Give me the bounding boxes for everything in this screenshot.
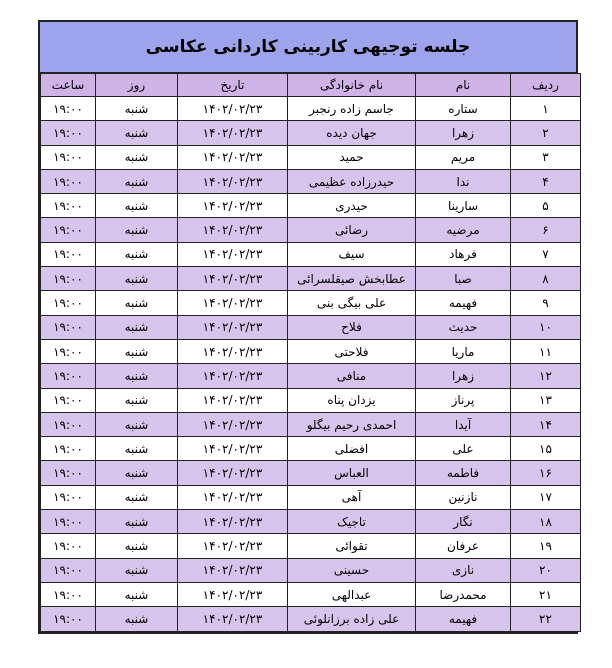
date-cell: ۱۴۰۲/۰۲/۲۳: [178, 145, 288, 169]
time-cell: ۱۹:۰۰: [41, 607, 96, 631]
table-row: [41, 534, 581, 558]
table-row: [41, 218, 581, 242]
day-cell: شنبه: [96, 218, 178, 242]
time-cell: ۱۹:۰۰: [41, 291, 96, 315]
row-number-cell: ۱: [511, 97, 581, 121]
date-cell: ۱۴۰۲/۰۲/۲۳: [178, 315, 288, 339]
table-row: [41, 315, 581, 339]
table-row: [41, 607, 581, 631]
column-header-row-number: ردیف: [511, 74, 581, 97]
row-number-cell: ۱۶: [511, 461, 581, 485]
row-number-cell: ۳: [511, 145, 581, 169]
day-cell: شنبه: [96, 145, 178, 169]
last-name-cell: عطابخش صیقلسرائی: [288, 267, 416, 291]
first-name-cell: پرناز: [416, 388, 511, 412]
last-name-cell: فلاحتی: [288, 339, 416, 363]
date-cell: ۱۴۰۲/۰۲/۲۳: [178, 534, 288, 558]
table-row: [41, 145, 581, 169]
table-row: [41, 242, 581, 266]
first-name-cell: حدیث: [416, 315, 511, 339]
row-number-cell: ۲: [511, 121, 581, 145]
first-name-cell: ندا: [416, 169, 511, 193]
time-cell: ۱۹:۰۰: [41, 534, 96, 558]
row-number-cell: ۲۱: [511, 582, 581, 606]
row-number-cell: ۱۷: [511, 485, 581, 509]
row-number-cell: ۱۰: [511, 315, 581, 339]
last-name-cell: حسینی: [288, 558, 416, 582]
date-cell: ۱۴۰۲/۰۲/۲۳: [178, 339, 288, 363]
date-cell: ۱۴۰۲/۰۲/۲۳: [178, 194, 288, 218]
first-name-cell: زهرا: [416, 364, 511, 388]
table-row: [41, 169, 581, 193]
date-cell: ۱۴۰۲/۰۲/۲۳: [178, 267, 288, 291]
day-cell: شنبه: [96, 534, 178, 558]
last-name-cell: حمید: [288, 145, 416, 169]
time-cell: ۱۹:۰۰: [41, 339, 96, 363]
row-number-cell: ۱۴: [511, 412, 581, 436]
last-name-cell: منافی: [288, 364, 416, 388]
table-header-row: [41, 74, 581, 97]
day-cell: شنبه: [96, 169, 178, 193]
table-row: [41, 388, 581, 412]
day-cell: شنبه: [96, 388, 178, 412]
date-cell: ۱۴۰۲/۰۲/۲۳: [178, 388, 288, 412]
table-row: [41, 461, 581, 485]
last-name-cell: تاجیک: [288, 510, 416, 534]
table-row: [41, 582, 581, 606]
last-name-cell: جاسم زاده رنجبر: [288, 97, 416, 121]
last-name-cell: یزدان پناه: [288, 388, 416, 412]
day-cell: شنبه: [96, 291, 178, 315]
last-name-cell: احمدی رحیم بیگلو: [288, 412, 416, 436]
last-name-cell: رضائی: [288, 218, 416, 242]
last-name-cell: العباس: [288, 461, 416, 485]
last-name-cell: حیدرزاده عظیمی: [288, 169, 416, 193]
table-row: [41, 291, 581, 315]
date-cell: ۱۴۰۲/۰۲/۲۳: [178, 510, 288, 534]
first-name-cell: آیدا: [416, 412, 511, 436]
day-cell: شنبه: [96, 607, 178, 631]
date-cell: ۱۴۰۲/۰۲/۲۳: [178, 121, 288, 145]
column-header-last-name: نام خانوادگی: [288, 74, 416, 97]
last-name-cell: عبدالهی: [288, 582, 416, 606]
last-name-cell: جهان دیده: [288, 121, 416, 145]
first-name-cell: سارینا: [416, 194, 511, 218]
time-cell: ۱۹:۰۰: [41, 485, 96, 509]
first-name-cell: فهیمه: [416, 607, 511, 631]
day-cell: شنبه: [96, 437, 178, 461]
table-row: [41, 339, 581, 363]
date-cell: ۱۴۰۲/۰۲/۲۳: [178, 364, 288, 388]
time-cell: ۱۹:۰۰: [41, 121, 96, 145]
first-name-cell: مریم: [416, 145, 511, 169]
last-name-cell: حیدری: [288, 194, 416, 218]
day-cell: شنبه: [96, 364, 178, 388]
date-cell: ۱۴۰۲/۰۲/۲۳: [178, 291, 288, 315]
table-row: [41, 510, 581, 534]
row-number-cell: ۱۸: [511, 510, 581, 534]
day-cell: شنبه: [96, 315, 178, 339]
first-name-cell: علی: [416, 437, 511, 461]
column-header-day: روز: [96, 74, 178, 97]
first-name-cell: فرهاد: [416, 242, 511, 266]
date-cell: ۱۴۰۲/۰۲/۲۳: [178, 582, 288, 606]
column-header-time: ساعت: [41, 74, 96, 97]
first-name-cell: فاطمه: [416, 461, 511, 485]
first-name-cell: مرضیه: [416, 218, 511, 242]
row-number-cell: ۴: [511, 169, 581, 193]
first-name-cell: نازی: [416, 558, 511, 582]
row-number-cell: ۵: [511, 194, 581, 218]
first-name-cell: ماریا: [416, 339, 511, 363]
day-cell: شنبه: [96, 242, 178, 266]
table-row: [41, 485, 581, 509]
row-number-cell: ۷: [511, 242, 581, 266]
day-cell: شنبه: [96, 558, 178, 582]
day-cell: شنبه: [96, 339, 178, 363]
schedule-table: [40, 73, 581, 632]
table-row: [41, 437, 581, 461]
date-cell: ۱۴۰۲/۰۲/۲۳: [178, 169, 288, 193]
table-row: [41, 364, 581, 388]
table-row: [41, 121, 581, 145]
row-number-cell: ۱۱: [511, 339, 581, 363]
date-cell: ۱۴۰۲/۰۲/۲۳: [178, 607, 288, 631]
row-number-cell: ۱۹: [511, 534, 581, 558]
first-name-cell: زهرا: [416, 121, 511, 145]
table-row: [41, 194, 581, 218]
time-cell: ۱۹:۰۰: [41, 388, 96, 412]
last-name-cell: علی زاده برزانلوئی: [288, 607, 416, 631]
time-cell: ۱۹:۰۰: [41, 510, 96, 534]
date-cell: ۱۴۰۲/۰۲/۲۳: [178, 461, 288, 485]
day-cell: شنبه: [96, 267, 178, 291]
date-cell: ۱۴۰۲/۰۲/۲۳: [178, 412, 288, 436]
time-cell: ۱۹:۰۰: [41, 437, 96, 461]
last-name-cell: سیف: [288, 242, 416, 266]
first-name-cell: صبا: [416, 267, 511, 291]
day-cell: شنبه: [96, 510, 178, 534]
time-cell: ۱۹:۰۰: [41, 364, 96, 388]
row-number-cell: ۱۳: [511, 388, 581, 412]
time-cell: ۱۹:۰۰: [41, 267, 96, 291]
date-cell: ۱۴۰۲/۰۲/۲۳: [178, 485, 288, 509]
time-cell: ۱۹:۰۰: [41, 461, 96, 485]
day-cell: شنبه: [96, 121, 178, 145]
table-row: [41, 412, 581, 436]
row-number-cell: ۸: [511, 267, 581, 291]
day-cell: شنبه: [96, 412, 178, 436]
day-cell: شنبه: [96, 97, 178, 121]
day-cell: شنبه: [96, 485, 178, 509]
table-row: [41, 267, 581, 291]
column-header-date: تاریخ: [178, 74, 288, 97]
row-number-cell: ۲۲: [511, 607, 581, 631]
date-cell: ۱۴۰۲/۰۲/۲۳: [178, 218, 288, 242]
row-number-cell: ۱۵: [511, 437, 581, 461]
column-header-first-name: نام: [416, 74, 511, 97]
date-cell: ۱۴۰۲/۰۲/۲۳: [178, 97, 288, 121]
first-name-cell: نازنین: [416, 485, 511, 509]
date-cell: ۱۴۰۲/۰۲/۲۳: [178, 437, 288, 461]
day-cell: شنبه: [96, 194, 178, 218]
last-name-cell: علی بیگی بنی: [288, 291, 416, 315]
table-row: [41, 97, 581, 121]
row-number-cell: ۲۰: [511, 558, 581, 582]
date-cell: ۱۴۰۲/۰۲/۲۳: [178, 242, 288, 266]
time-cell: ۱۹:۰۰: [41, 315, 96, 339]
row-number-cell: ۹: [511, 291, 581, 315]
last-name-cell: افضلی: [288, 437, 416, 461]
last-name-cell: فلاح: [288, 315, 416, 339]
time-cell: ۱۹:۰۰: [41, 558, 96, 582]
first-name-cell: فهیمه: [416, 291, 511, 315]
time-cell: ۱۹:۰۰: [41, 97, 96, 121]
day-cell: شنبه: [96, 461, 178, 485]
row-number-cell: ۱۲: [511, 364, 581, 388]
sheet-title: جلسه توجیهی کاربینی کاردانی عکاسی: [40, 22, 576, 73]
time-cell: ۱۹:۰۰: [41, 218, 96, 242]
time-cell: ۱۹:۰۰: [41, 412, 96, 436]
first-name-cell: محمدرضا: [416, 582, 511, 606]
table-body: [41, 97, 581, 632]
last-name-cell: تقوائی: [288, 534, 416, 558]
row-number-cell: ۶: [511, 218, 581, 242]
last-name-cell: آهی: [288, 485, 416, 509]
date-cell: ۱۴۰۲/۰۲/۲۳: [178, 558, 288, 582]
time-cell: ۱۹:۰۰: [41, 582, 96, 606]
first-name-cell: نگار: [416, 510, 511, 534]
first-name-cell: عرفان: [416, 534, 511, 558]
time-cell: ۱۹:۰۰: [41, 169, 96, 193]
day-cell: شنبه: [96, 582, 178, 606]
time-cell: ۱۹:۰۰: [41, 194, 96, 218]
time-cell: ۱۹:۰۰: [41, 145, 96, 169]
time-cell: ۱۹:۰۰: [41, 242, 96, 266]
table-row: [41, 558, 581, 582]
schedule-sheet: [38, 20, 578, 634]
first-name-cell: ستاره: [416, 97, 511, 121]
